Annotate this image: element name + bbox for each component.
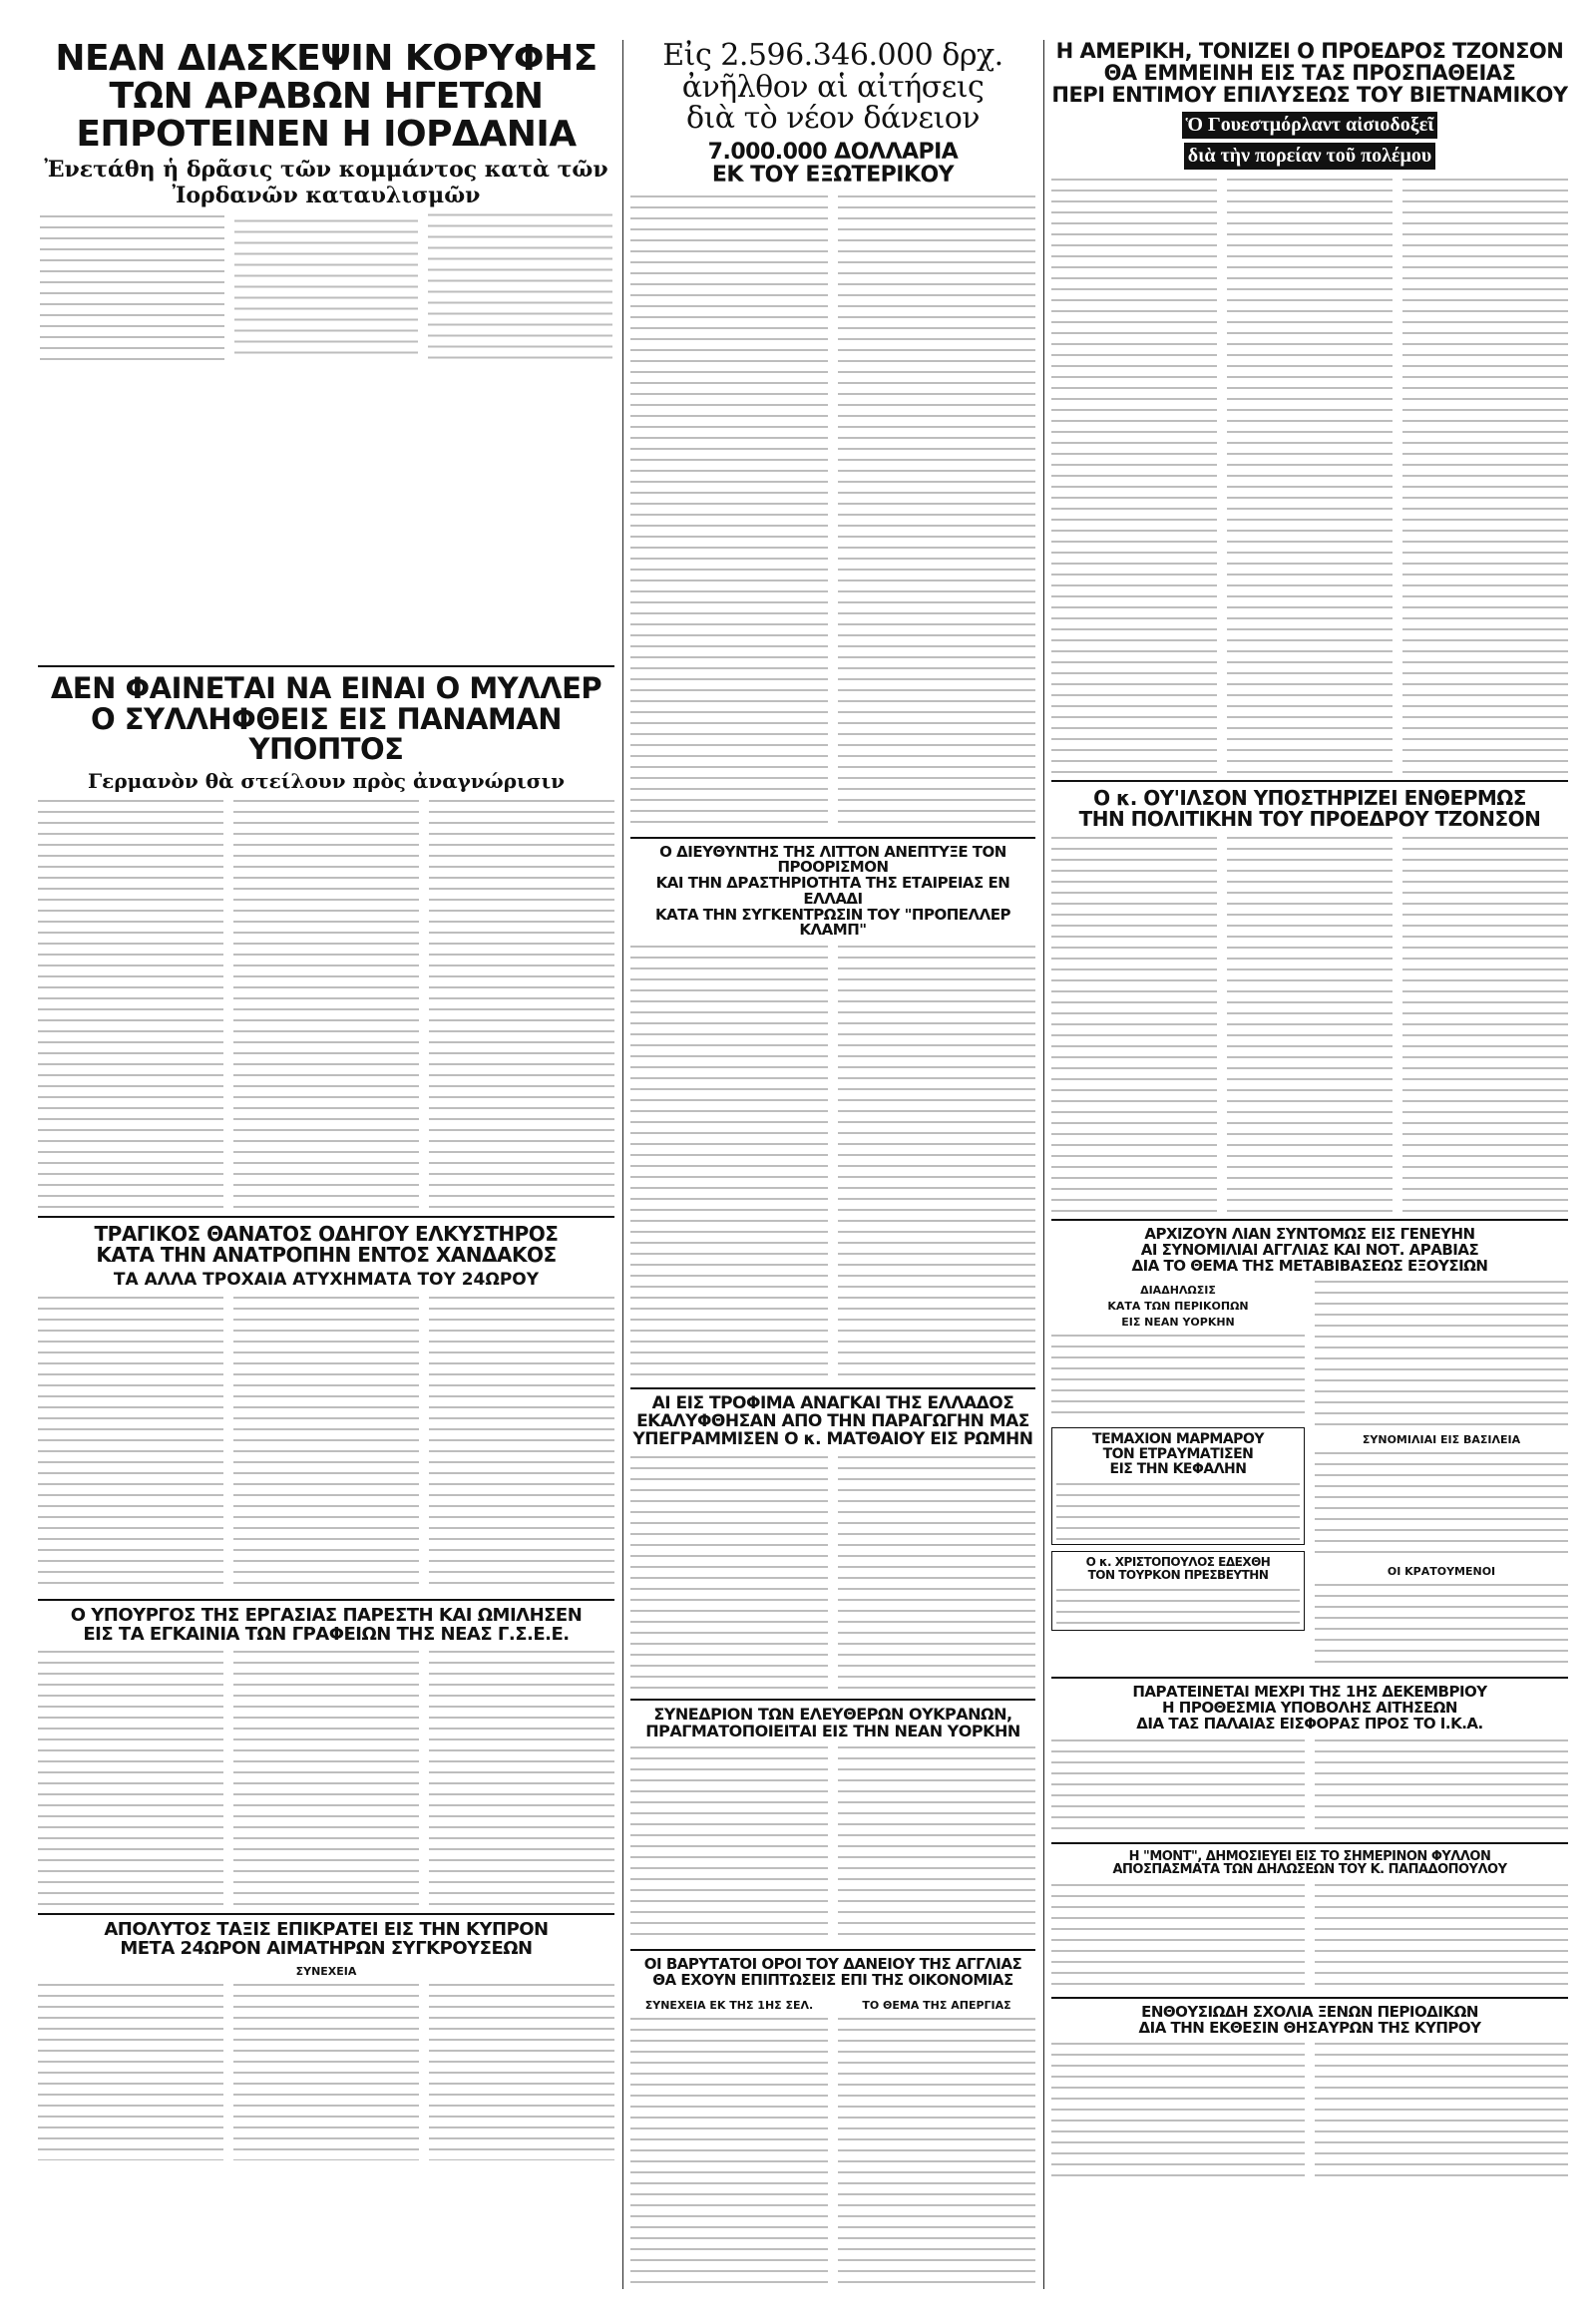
article-body-ukrainians-2 (838, 1743, 1035, 1943)
box-marble-injury (1051, 1427, 1305, 1545)
article-tractor-accident (38, 1221, 614, 1593)
subhead-demonstration-line2: ΚΑΤΑ ΤΩΝ ΠΕΡΙΚΟΠΩΝ (1107, 1300, 1249, 1314)
headline-litton-line1: Ο ΔΙΕΥΘΥΝΤΗΣ ΤΗΣ ΛΙΤΤΟΝ ΑΝΕΠΤΥΞΕ ΤΟΝ ΠΡΟΟΡΙΣΜΟΝ (659, 842, 1006, 877)
headline-arab-summit-line2: ΤΩΝ ΑΡΑΒΩΝ ΗΓΕΤΩΝ (109, 75, 544, 117)
article-body-tractor-1 (38, 1294, 223, 1593)
article-body-geneva-3 (1315, 1449, 1568, 1559)
headline-ika-line1: ΠΑΡΑΤΕΙΝΕΤΑΙ ΜΕΧΡΙ ΤΗΣ 1ΗΣ ΔΕΚΕΜΒΡΙΟΥ (1132, 1683, 1487, 1702)
headline-loan-line2: ἀνῆλθον αἱ αἰτήσεις (681, 69, 985, 105)
article-body-food-2 (838, 1453, 1035, 1693)
headline-tractor-line2: ΚΑΤΑ ΤΗΝ ΑΝΑΤΡΟΠΗΝ ΕΝΤΟΣ ΧΑΝΔΑΚΟΣ (96, 1242, 557, 1267)
article-body-food-1 (630, 1453, 828, 1693)
article-body-geneva-4 (1315, 1581, 1568, 1671)
article-body-monde-1 (1051, 1881, 1305, 1991)
section-talks-in-vasileia: ΣΥΝΟΜΙΛΙΑΙ ΕΙΣ ΒΑΣΙΛΕΙΑ (1362, 1433, 1521, 1447)
headline-treasures-line2: ΔΙΑ ΤΗΝ ΕΚΘΕΣΙΝ ΘΗΣΑΥΡΩΝ ΤΗΣ ΚΥΠΡΟΥ (1138, 2018, 1481, 2037)
article-ika-deadline (1051, 1685, 1568, 1835)
article-wilson (1051, 788, 1568, 1213)
article-new-loan (630, 40, 1035, 831)
headline-litton-line3: ΚΑΤΑ ΤΗΝ ΣΥΓΚΕΝΤΡΩΣΙΝ ΤΟΥ "ΠΡΟΠΕΛΛΕΡ ΚΛΑΜΠ" (655, 905, 1010, 940)
article-cyprus-order (38, 1921, 614, 2160)
headline-britain-line1: ΟΙ ΒΑΡΥΤΑΤΟΙ ΟΡΟΙ ΤΟΥ ΔΑΝΕΙΟΥ ΤΗΣ ΑΓΓΛΙΑΣ (643, 1955, 1022, 1974)
headline-britain-line2: ΘΑ ΕΧΟΥΝ ΕΠΙΠΤΩΣΕΙΣ ΕΠΙ ΤΗΣ ΟΙΚΟΝΟΜΙΑΣ (652, 1971, 1013, 1990)
headline-cyprus-line2: ΜΕΤΑ 24ΩΡΟΝ ΑΙΜΑΤΗΡΩΝ ΣΥΓΚΡΟΥΣΕΩΝ (120, 1938, 533, 1960)
article-arab-summit (38, 40, 614, 659)
headline-food-line1: ΑΙ ΕΙΣ ΤΡΟΦΙΜΑ ΑΝΑΓΚΑΙ ΤΗΣ ΕΛΛΑΔΟΣ (651, 1393, 1014, 1414)
headline-johnson-line3: ΠΕΡΙ ΕΝΤΙΜΟΥ ΕΠΙΛΥΣΕΩΣ ΤΟΥ ΒΙΕΤΝΑΜΙΚΟΥ (1051, 83, 1568, 108)
article-food-needs (630, 1395, 1035, 1693)
article-body-loan-2 (838, 193, 1035, 831)
subheadline-dollars-line1: 7.000.000 ΔΟΛΛΑΡΙΑ (707, 139, 959, 165)
left-column (38, 40, 614, 2289)
article-body-muller-3 (429, 797, 614, 1210)
article-body-cyprus-2 (233, 1981, 419, 2160)
article-body-britain-1 (630, 2015, 828, 2289)
headline-tractor-line1: ΤΡΑΓΙΚΟΣ ΘΑΝΑΤΟΣ ΟΔΗΓΟΥ ΕΛΚΥΣΤΗΡΟΣ (94, 1221, 559, 1246)
headline-food-line3: ΥΠΕΓΡΑΜΜΙΣΕΝ Ο κ. ΜΑΤΘΑΙΟΥ ΕΙΣ ΡΩΜΗΝ (632, 1428, 1033, 1449)
section-strike-topic: ΤΟ ΘΕΜΑ ΤΗΣ ΑΠΕΡΓΙΑΣ (862, 1998, 1011, 2012)
section-detainees: ΟΙ ΚΡΑΤΟΥΜΕΝΟΙ (1387, 1565, 1496, 1579)
headline-johnson-line2: ΘΑ ΕΜΜΕΙΝΗ ΕΙΣ ΤΑΣ ΠΡΟΣΠΑΘΕΙΑΣ (1103, 61, 1516, 86)
box-marble-line1: ΤΕΜΑΧΙΟΝ ΜΑΡΜΑΡΟΥ (1092, 1431, 1264, 1448)
subheadline-dollars-line2: ΕΚ ΤΟΥ ΕΞΩΤΕΡΙΚΟΥ (711, 162, 955, 188)
headline-labor-line1: Ο ΥΠΟΥΡΓΟΣ ΤΗΣ ΕΡΓΑΣΙΑΣ ΠΑΡΕΣΤΗ ΚΑΙ ΩΜΙΛΗΣΕΝ (70, 1604, 583, 1626)
article-body-arab-summit (40, 212, 612, 659)
subheadline-westmoreland-line1: Ὁ Γουεστμόρλαντ αἰσιοδοξεῖ (1051, 112, 1568, 139)
headline-geneva-line3: ΔΙΑ ΤΟ ΘΕΜΑ ΤΗΣ ΜΕΤΑΒΙΒΑΣΕΩΣ ΕΞΟΥΣΙΩΝ (1131, 1256, 1488, 1275)
headline-cyprus-line1: ΑΠΟΛΥΤΟΣ ΤΑΞΙΣ ΕΠΙΚΡΑΤΕΙ ΕΙΣ ΤΗΝ ΚΥΠΡΟΝ (104, 1919, 549, 1941)
box-marble-line3: ΕΙΣ ΤΗΝ ΚΕΦΑΛΗΝ (1109, 1460, 1247, 1477)
article-body-loan-1 (630, 193, 828, 831)
article-johnson-vietnam (1051, 40, 1568, 774)
headline-johnson-line1: Η ΑΜΕΡΙΚΗ, ΤΟΝΙΖΕΙ Ο ΠΡΟΕΔΡΟΣ ΤΖΟΝΣΟΝ (1055, 40, 1564, 63)
headline-monde-line2: ΑΠΟΣΠΑΣΜΑΤΑ ΤΩΝ ΔΗΛΩΣΕΩΝ ΤΟΥ Κ. ΠΑΠΑΔΟΠΟΥΛΟΥ (1112, 1862, 1507, 1878)
headline-loan-line3: διὰ τὸ νέον δάνειον (685, 101, 981, 136)
headline-ukrainians-line1: ΣΥΝΕΔΡΙΟΝ ΤΩΝ ΕΛΕΥΘΕΡΩΝ ΟΥΚΡΑΝΩΝ, (653, 1704, 1012, 1724)
article-body-litton-2 (838, 943, 1035, 1381)
article-litton (630, 842, 1035, 1382)
article-body-labor-3 (429, 1648, 614, 1907)
box-ambassador-line1: Ο κ. ΧΡΙΣΤΟΠΟΥΛΟΣ ΕΔΕΧΘΗ (1085, 1555, 1271, 1570)
article-body-ika-2 (1315, 1736, 1568, 1836)
headline-food-line2: ΕΚΑΛΥΦΘΗΣΑΝ ΑΠΟ ΤΗΝ ΠΑΡΑΓΩΓΗΝ ΜΑΣ (636, 1411, 1029, 1432)
article-body-ika-1 (1051, 1736, 1305, 1836)
article-muller (38, 673, 614, 1209)
headline-labor-line2: ΕΙΣ ΤΑ ΕΓΚΑΙΝΙΑ ΤΩΝ ΓΡΑΦΕΙΩΝ ΤΗΣ ΝΕΑΣ Γ.Σ.Ε.Ε. (83, 1623, 570, 1645)
article-body-muller-2 (233, 797, 419, 1210)
section-continued: ΣΥΝΕΧΕΙΑ (295, 1965, 357, 1979)
article-ukrainians (630, 1704, 1035, 1944)
headline-geneva-line2: ΑΙ ΣΥΝΟΜΙΛΙΑΙ ΑΓΓΛΙΑΣ ΚΑΙ ΝΟΤ. ΑΡΑΒΙΑΣ (1140, 1240, 1479, 1259)
article-body-demonstration (1051, 1332, 1305, 1421)
article-britain-loan (630, 1957, 1035, 2289)
article-body-wilson-2 (1227, 834, 1393, 1213)
article-body-litton-1 (630, 943, 828, 1381)
headline-muller-line2: Ο ΣΥΛΛΗΦΘΕΙΣ ΕΙΣ ΠΑΝΑΜΑΝ ΥΠΟΠΤΟΣ (90, 701, 563, 767)
headline-arab-summit-line1: ΝΕΑΝ ΔΙΑΣΚΕΨΙΝ ΚΟΡΥΦΗΣ (55, 40, 598, 79)
box-ambassador-line2: ΤΟΝ ΤΟΥΡΚΟΝ ΠΡΕΣΒΕΥΤΗΝ (1087, 1568, 1269, 1583)
article-body-cyprus-3 (429, 1981, 614, 2160)
article-geneva-talks (1051, 1227, 1568, 1671)
headline-litton-line2: ΚΑΙ ΤΗΝ ΔΡΑΣΤΗΡΙΟΤΗΤΑ ΤΗΣ ΕΤΑΙΡΕΙΑΣ ΕΝ ΕΛΛΑΔΙ (655, 874, 1010, 908)
subheadline-traffic-accidents: ΤΑ ΑΛΛΑ ΤΡΟΧΑΙΑ ΑΤΥΧΗΜΑΤΑ ΤΟΥ 24ΩΡΟΥ (113, 1269, 540, 1290)
article-cyprus-treasures (1051, 2002, 1568, 2180)
middle-column (630, 40, 1035, 2289)
headline-ika-line3: ΔΙΑ ΤΑΣ ΠΑΛΑΙΑΣ ΕΙΣΦΟΡΑΣ ΠΡΟΣ ΤΟ Ι.Κ.Α. (1136, 1714, 1483, 1733)
section-continued-from-page1: ΣΥΝΕΧΕΙΑ ΕΚ ΤΗΣ 1ΗΣ ΣΕΛ. (644, 1998, 814, 2012)
headline-arab-summit-line3: ΕΠΡΟΤΕΙΝΕΝ Η ΙΟΡΔΑΝΙΑ (76, 113, 577, 155)
headline-ukrainians-line2: ΠΡΑΓΜΑΤΟΠΟΙΕΙΤΑΙ ΕΙΣ ΤΗΝ ΝΕΑΝ ΥΟΡΚΗΝ (645, 1721, 1020, 1740)
article-body-tractor-3 (429, 1294, 614, 1593)
article-body-wilson-1 (1051, 834, 1217, 1213)
headline-treasures-line1: ΕΝΘΟΥΣΙΩΔΗ ΣΧΟΛΙΑ ΞΕΝΩΝ ΠΕΡΙΟΔΙΚΩΝ (1141, 2002, 1478, 2021)
article-body-cyprus-1 (38, 1981, 223, 2160)
headline-geneva-line1: ΑΡΧΙΖΟΥΝ ΛΙΑΝ ΣΥΝΤΟΜΩΣ ΕΙΣ ΓΕΝΕΥΗΝ (1144, 1225, 1475, 1244)
subhead-demonstration-line1: ΔΙΑΔΗΛΩΣΙΣ (1140, 1284, 1216, 1298)
article-body-treasures-2 (1315, 2040, 1568, 2179)
headline-monde-line1: Η "ΜΟΝΤ", ΔΗΜΟΣΙΕΥΕΙ ΕΙΣ ΤΟ ΣΗΜΕΡΙΝΟΝ ΦΥΛΛΟΝ (1128, 1848, 1491, 1864)
headline-ika-line2: Η ΠΡΟΘΕΣΜΙΑ ΥΠΟΒΟΛΗΣ ΑΙΤΗΣΕΩΝ (1162, 1699, 1457, 1718)
article-le-monde (1051, 1850, 1568, 1991)
article-body-tractor-2 (233, 1294, 419, 1593)
subheadline-commandos: Ἐνετάθη ἡ δρᾶσις τῶν κομμάντος κατὰ τῶν Ἰορδανῶν καταυλισμῶν (44, 157, 608, 209)
headline-loan-line1: Εἰς 2.596.346.000 δρχ. (662, 40, 1003, 73)
article-body-muller-1 (38, 797, 223, 1210)
subheadline-westmoreland-line2: διὰ τὴν πορείαν τοῦ πολέμου (1051, 143, 1568, 170)
article-body-labor-2 (233, 1648, 419, 1907)
article-body-labor-1 (38, 1648, 223, 1907)
article-body-wilson-3 (1402, 834, 1568, 1213)
article-body-geneva-2 (1315, 1278, 1568, 1427)
subheadline-muller: Γερμανὸν θὰ στείλουν πρὸς ἀναγνώρισιν (87, 768, 566, 793)
article-body-britain-2 (838, 2015, 1035, 2289)
article-body-johnson-3 (1402, 176, 1568, 774)
article-body-johnson-2 (1227, 176, 1393, 774)
article-body-johnson-1 (1051, 176, 1217, 774)
box-marble-line2: ΤΟΝ ΕΤΡΑΥΜΑΤΙΣΕΝ (1102, 1446, 1254, 1463)
right-column (1051, 40, 1568, 2289)
box-turkish-ambassador (1051, 1551, 1305, 1630)
article-body-ukrainians-1 (630, 1743, 828, 1943)
article-body-monde-2 (1315, 1881, 1568, 1991)
article-labor-minister (38, 1604, 614, 1908)
newspaper-page (38, 40, 1568, 2289)
article-body-treasures-1 (1051, 2040, 1305, 2179)
headline-wilson-line2: ΤΗΝ ΠΟΛΙΤΙΚΗΝ ΤΟΥ ΠΡΟΕΔΡΟΥ ΤΖΟΝΣΟΝ (1078, 807, 1541, 832)
subhead-demonstration-line3: ΕΙΣ ΝΕΑΝ ΥΟΡΚΗΝ (1121, 1316, 1235, 1330)
headline-wilson-line1: Ο κ. ΟΥ'ΙΛΣΟΝ ΥΠΟΣΤΗΡΙΖΕΙ ΕΝΘΕΡΜΩΣ (1093, 786, 1526, 811)
headline-muller-line1: ΔΕΝ ΦΑΙΝΕΤΑΙ ΝΑ ΕΙΝΑΙ Ο ΜΥΛΛΕΡ (50, 671, 602, 706)
